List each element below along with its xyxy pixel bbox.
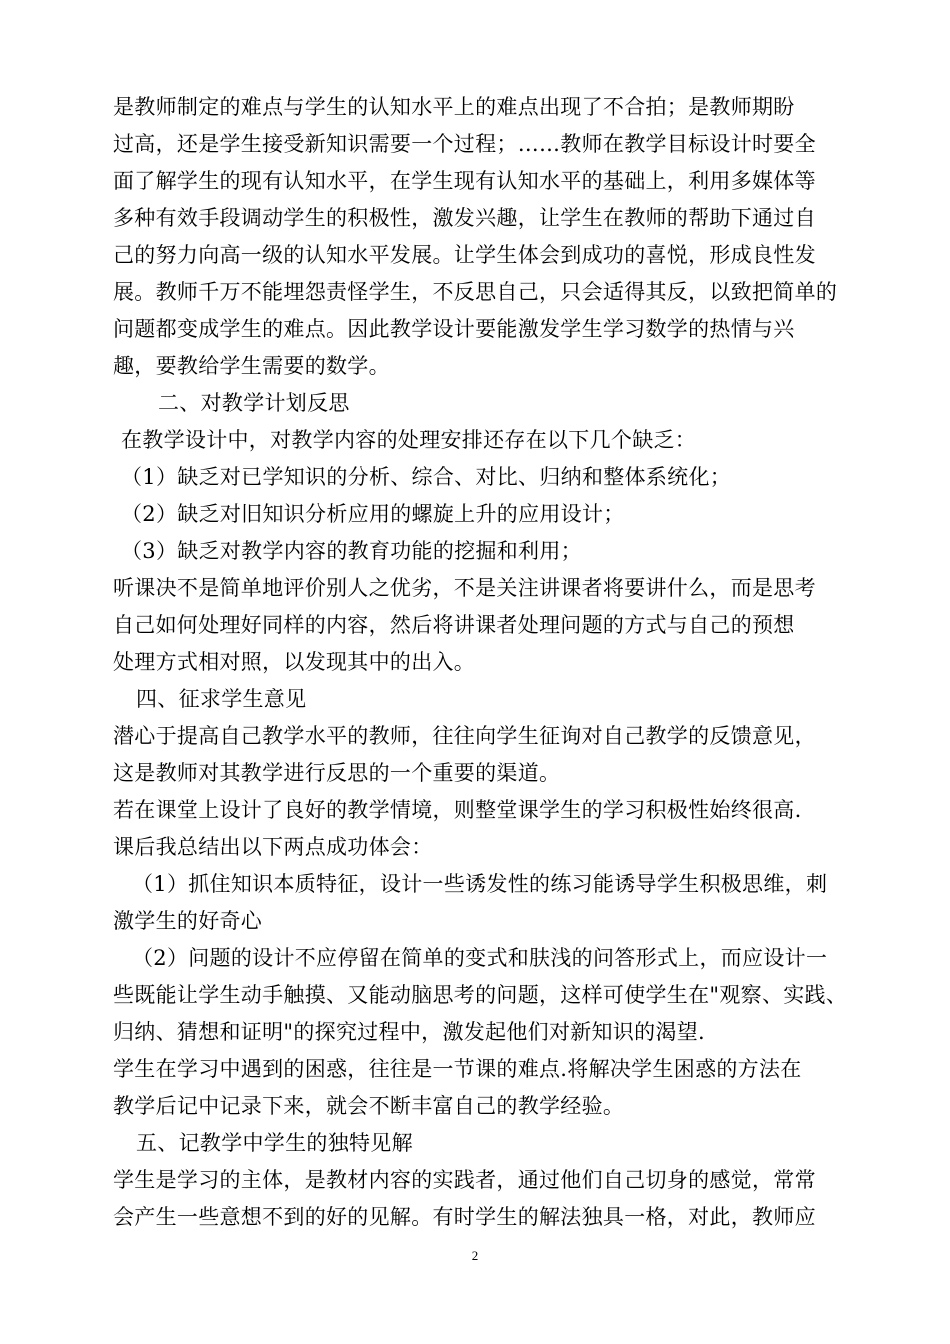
text-line: 若在课堂上设计了良好的教学情境，则整堂课学生的学习积极性始终很高. — [113, 798, 802, 822]
text-line: 这是教师对其教学进行反思的一个重要的渠道。 — [113, 761, 561, 785]
text-line: 归纳、猜想和证明"的探究过程中，激发起他们对新知识的渴望. — [113, 1020, 706, 1044]
section-heading: 四、征求学生意见 — [136, 687, 307, 711]
text-line: 听课决不是简单地评价别人之优劣，不是关注讲课者将要讲什么，而是思考 — [113, 576, 816, 600]
list-item: （1）抓住知识本质特征，设计一些诱发性的练习能诱导学生积极思维，刺 — [132, 872, 828, 896]
text-line: 趣，要教给学生需要的数学。 — [113, 354, 390, 378]
text-line: 学生在学习中遇到的困惑，往往是一节课的难点.将解决学生困惑的方法在 — [113, 1057, 802, 1081]
text-line: 面了解学生的现有认知水平，在学生现有认知水平的基础上，利用多媒体等 — [113, 169, 816, 193]
text-line: 过高，还是学生接受新知识需要一个过程；……教师在教学目标设计时要全 — [113, 132, 816, 156]
section-heading: 五、记教学中学生的独特见解 — [136, 1131, 413, 1155]
list-item: （3）缺乏对教学内容的教育功能的挖掘和利用； — [121, 539, 582, 563]
text-line: 教学后记中记录下来，就会不断丰富自己的教学经验。 — [113, 1094, 625, 1118]
section-heading: 二、对教学计划反思 — [158, 391, 350, 415]
text-line: 激学生的好奇心 — [113, 909, 263, 933]
text-line: 问题都变成学生的难点。因此教学设计要能激发学生学习数学的热情与兴 — [113, 317, 795, 341]
text-line: 己的努力向高一级的认知水平发展。让学生体会到成功的喜悦，形成良性发 — [113, 243, 816, 267]
list-item: （1）缺乏对已学知识的分析、综合、对比、归纳和整体系统化； — [121, 465, 732, 489]
text-line: 些既能让学生动手触摸、又能动脑思考的问题，这样可使学生在"观察、实践、 — [113, 983, 848, 1007]
text-line: 课后我总结出以下两点成功体会： — [113, 835, 433, 859]
text-line: 多种有效手段调动学生的积极性，激发兴趣，让学生在教师的帮助下通过自 — [113, 206, 816, 230]
page-number: 2 — [471, 1248, 479, 1263]
text-line: 潜心于提高自己教学水平的教师，往往向学生征询对自己教学的反馈意见， — [113, 724, 816, 748]
list-item: （2）问题的设计不应停留在简单的变式和肤浅的问答形式上，而应设计一 — [132, 946, 828, 970]
text-line: 自己如何处理好同样的内容，然后将讲课者处理问题的方式与自己的预想 — [113, 613, 795, 637]
text-line: 学生是学习的主体，是教材内容的实践者，通过他们自己切身的感觉，常常 — [113, 1168, 816, 1192]
text-line: 展。教师千万不能埋怨责怪学生，不反思自己，只会适得其反，以致把简单的 — [113, 280, 838, 304]
list-item: （2）缺乏对旧知识分析应用的螺旋上升的应用设计； — [121, 502, 625, 526]
text-line: 会产生一些意想不到的好的见解。有时学生的解法独具一格，对此，教师应 — [113, 1205, 816, 1229]
text-line: 是教师制定的难点与学生的认知水平上的难点出现了不合拍；是教师期盼 — [113, 95, 795, 119]
text-line: 处理方式相对照，以发现其中的出入。 — [113, 650, 476, 674]
text-line: 在教学设计中，对教学内容的处理安排还存在以下几个缺乏： — [121, 428, 697, 452]
